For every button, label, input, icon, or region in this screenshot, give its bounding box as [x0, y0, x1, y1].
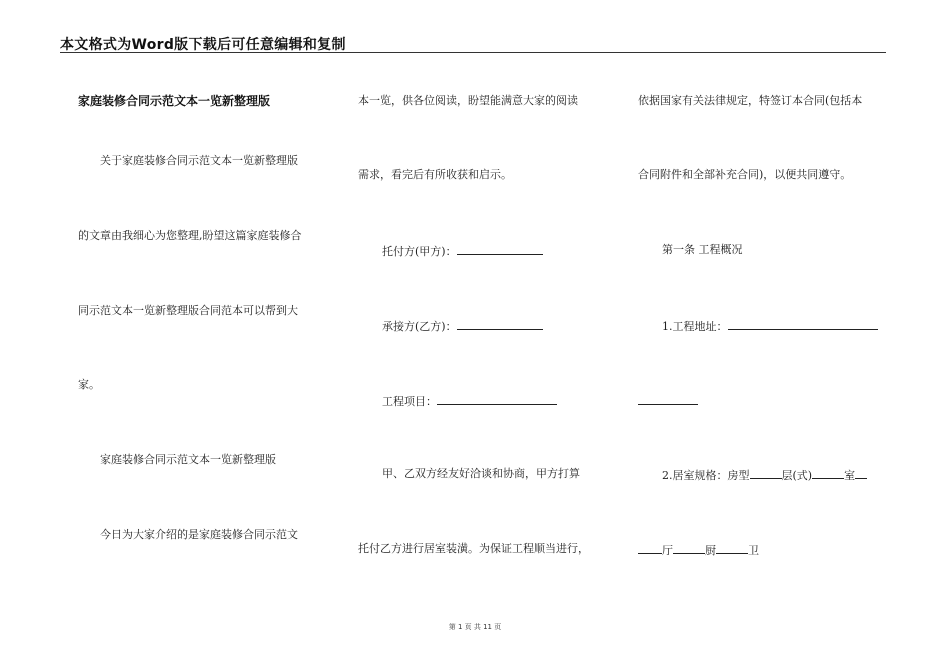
kitchen-count-blank [673, 542, 705, 554]
project-blank [437, 393, 557, 405]
paragraph-line: 托付乙方进行居室装潢。为保证工程顺当进行， [358, 542, 589, 555]
hall-count-blank [638, 542, 662, 554]
paragraph-line: 需求，看完后有所收获和启示。 [358, 168, 512, 181]
room-trailing-blank [855, 467, 867, 479]
party-a-blank [457, 243, 543, 255]
project-field [382, 393, 557, 409]
document-header-title: 本文格式为Word版下载后可任意编辑和复制 [60, 37, 346, 53]
paragraph-line: 本一览，供各位阅读，盼望能满意大家的阅读 [358, 94, 578, 107]
room-spec-continued [638, 542, 759, 558]
room-label: 室 [844, 469, 856, 482]
article-heading: 第一条 工程概况 [662, 243, 743, 256]
room-spec-field [662, 467, 867, 483]
room-type-blank [750, 467, 782, 479]
bath-label: 卫 [748, 544, 759, 557]
address-label: 1.工程地址： [662, 320, 728, 333]
paragraph-line: 的文章由我细心为您整理,盼望这篇家庭装修合 [78, 229, 302, 242]
party-a-field [382, 243, 543, 259]
room-count-blank [812, 467, 844, 479]
header-divider [60, 52, 886, 53]
address-blank [728, 318, 878, 330]
party-b-field [382, 318, 543, 334]
floor-label: 层(式) [781, 469, 813, 482]
party-b-blank [457, 318, 543, 330]
document-title: 家庭装修合同示范文本一览新整理版 [78, 94, 271, 108]
bath-count-blank [716, 542, 748, 554]
hall-label: 厅 [662, 544, 673, 557]
paragraph-line: 甲、乙双方经友好洽谈和协商，甲方打算 [382, 467, 580, 480]
paragraph-line: 合同附件和全部补充合同)，以便共同遵守。 [638, 168, 852, 181]
party-a-label: 托付方(甲方)： [382, 245, 457, 258]
kitchen-label: 厨 [705, 544, 716, 557]
room-spec-label: 2.居室规格：房型 [662, 469, 750, 482]
paragraph-line: 家庭装修合同示范文本一览新整理版 [100, 453, 276, 466]
address-continuation [638, 393, 698, 409]
page-number: 第 1 页 共 11 页 [448, 623, 502, 631]
address-blank-continued [638, 393, 698, 405]
paragraph-line: 今日为大家介绍的是家庭装修合同示范文 [100, 528, 298, 541]
paragraph-line: 关于家庭装修合同示范文本一览新整理版 [100, 154, 298, 167]
paragraph-line: 家。 [78, 378, 100, 391]
paragraph-line: 依据国家有关法律规定，特签订本合同(包括本 [638, 94, 863, 107]
paragraph-line: 同示范文本一览新整理版合同范本可以帮到大 [78, 304, 298, 317]
party-b-label: 承接方(乙方)： [382, 320, 457, 333]
address-field [662, 318, 878, 334]
project-label: 工程项目： [382, 395, 437, 408]
